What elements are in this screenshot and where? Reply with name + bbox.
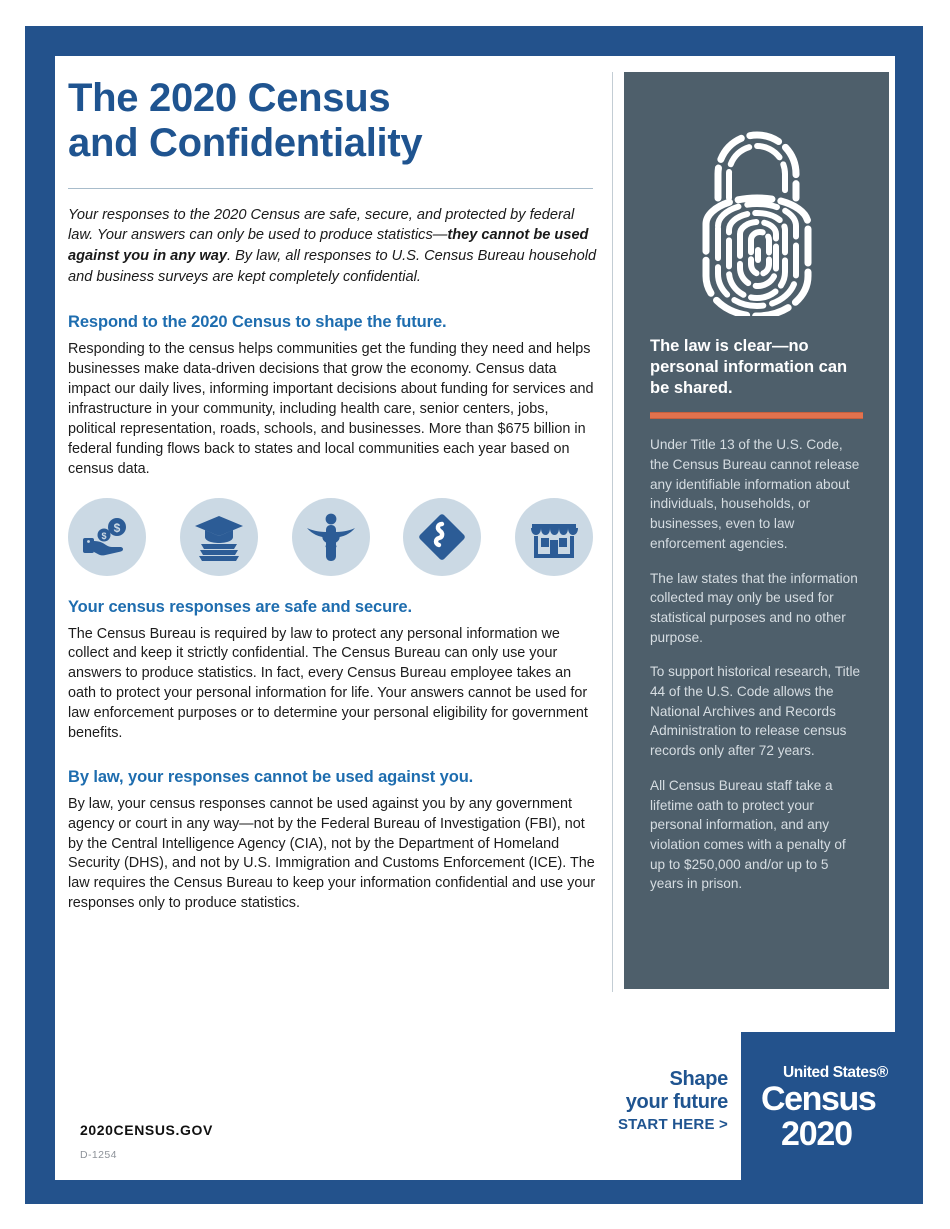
sidebar-accent-rule	[650, 412, 863, 419]
section-body-respond: Responding to the census helps communities get the funding they need and helps businesses make data-driven decisions that grow the economy. Census data impact our daily lives, informing important decisions about funding for services and infrastructure in your community, including health care, senior centers, jobs, political representation, roads, schools, and businesses. More than $675 billion in federal funding flows back to states and local communities each year based on census data.	[68, 341, 594, 477]
footer-website-url[interactable]: 2020CENSUS.GOV	[80, 1122, 213, 1138]
left-column	[68, 64, 598, 924]
section-heading-bylaw: By law, your responses cannot be used against you.	[68, 767, 474, 786]
winding-road-sign-icon	[403, 498, 481, 576]
logo-year-text: 2020	[781, 1114, 852, 1153]
section-heading-safe: Your census responses are safe and secure.	[68, 597, 412, 616]
fingerprint-padlock-icon	[624, 72, 889, 326]
svg-text:$: $	[101, 530, 107, 541]
hand-with-money-icon	[68, 498, 146, 576]
lede-part1: Your responses to the 2020 Census are safe, secure, and protected by federal law. Your answers can only be used to produce statistics—	[68, 206, 575, 244]
section-body-safe: The Census Bureau is required by law to protect any personal information we collect and keep it strictly confidential. The Census Bureau can only use your answers to produce statistics. In fact, every Census Bureau employee takes an oath to protect your personal information for life. Your answers cannot be used for law enforcement purposes or to determine your personal eligibility for government benefits.	[68, 625, 588, 741]
sidebar-paragraph-statistical-purposes: The law states that the information collected may only be used for statistical purposes and no other purpose.	[650, 570, 858, 645]
page-title-line1: The 2020 Census	[68, 76, 391, 120]
sidebar-body	[624, 336, 889, 914]
sidebar-paragraph-oath-penalty: All Census Bureau staff take a lifetime oath to protect your personal information, and any violation comes with a penalty of up to $250,000 and/or up to 5 years in prison.	[650, 777, 846, 892]
lede-emphasis: they cannot be used against you in any way	[68, 227, 589, 265]
sidebar-heading: The law is clear—no personal information can be shared.	[650, 337, 848, 398]
sidebar-paragraph-title44: To support historical research, Title 44 of the U.S. Code allows the National Archives and Records Administration to release census records only after 72 years.	[650, 664, 861, 759]
page-title	[68, 64, 598, 166]
tagline-line2: your future	[625, 1091, 728, 1113]
footer-document-number: D-1254	[80, 1149, 117, 1161]
column-divider	[612, 72, 613, 992]
section-body-bylaw: By law, your census responses cannot be used against you by any government agency or court in any way—not by the Federal Bureau of Investigation (FBI), not by the Central Intelligence Agency (CIA), not by the Department of Homeland Security (DHS), and not by U.S. Immigration and Customs Enforcement (ICE). The law requires the Census Bureau to keep your information confidential and use your responses only to produce statistics.	[68, 795, 596, 912]
tagline-line1: Shape	[669, 1068, 728, 1090]
graduation-cap-books-icon	[180, 498, 258, 576]
sidebar-panel	[624, 72, 889, 989]
tagline-start-here[interactable]: START HERE >	[617, 1116, 728, 1133]
caduceus-health-icon	[292, 498, 370, 576]
section-heading-respond: Respond to the 2020 Census to shape the future.	[68, 313, 447, 332]
shape-your-future-tagline[interactable]	[600, 1068, 728, 1133]
page-title-line2: and Confidentiality	[68, 120, 423, 165]
lede-part2: . By law, all responses to U.S. Census Bureau household and business surveys are kept completely confidential.	[68, 248, 597, 285]
lede-paragraph	[68, 205, 598, 288]
topic-icon-row	[68, 498, 593, 576]
sidebar-paragraph-title13: Under Title 13 of the U.S. Code, the Census Bureau cannot release any identifiable information about individuals, households, or businesses, even to law enforcement agencies.	[650, 437, 860, 551]
logo-united-states-text: United States®	[783, 1064, 888, 1081]
title-divider	[68, 188, 593, 189]
census-2020-logo	[741, 1032, 923, 1180]
storefront-icon	[515, 498, 593, 576]
svg-text:$: $	[113, 520, 121, 535]
logo-census-text: Census	[761, 1079, 876, 1118]
